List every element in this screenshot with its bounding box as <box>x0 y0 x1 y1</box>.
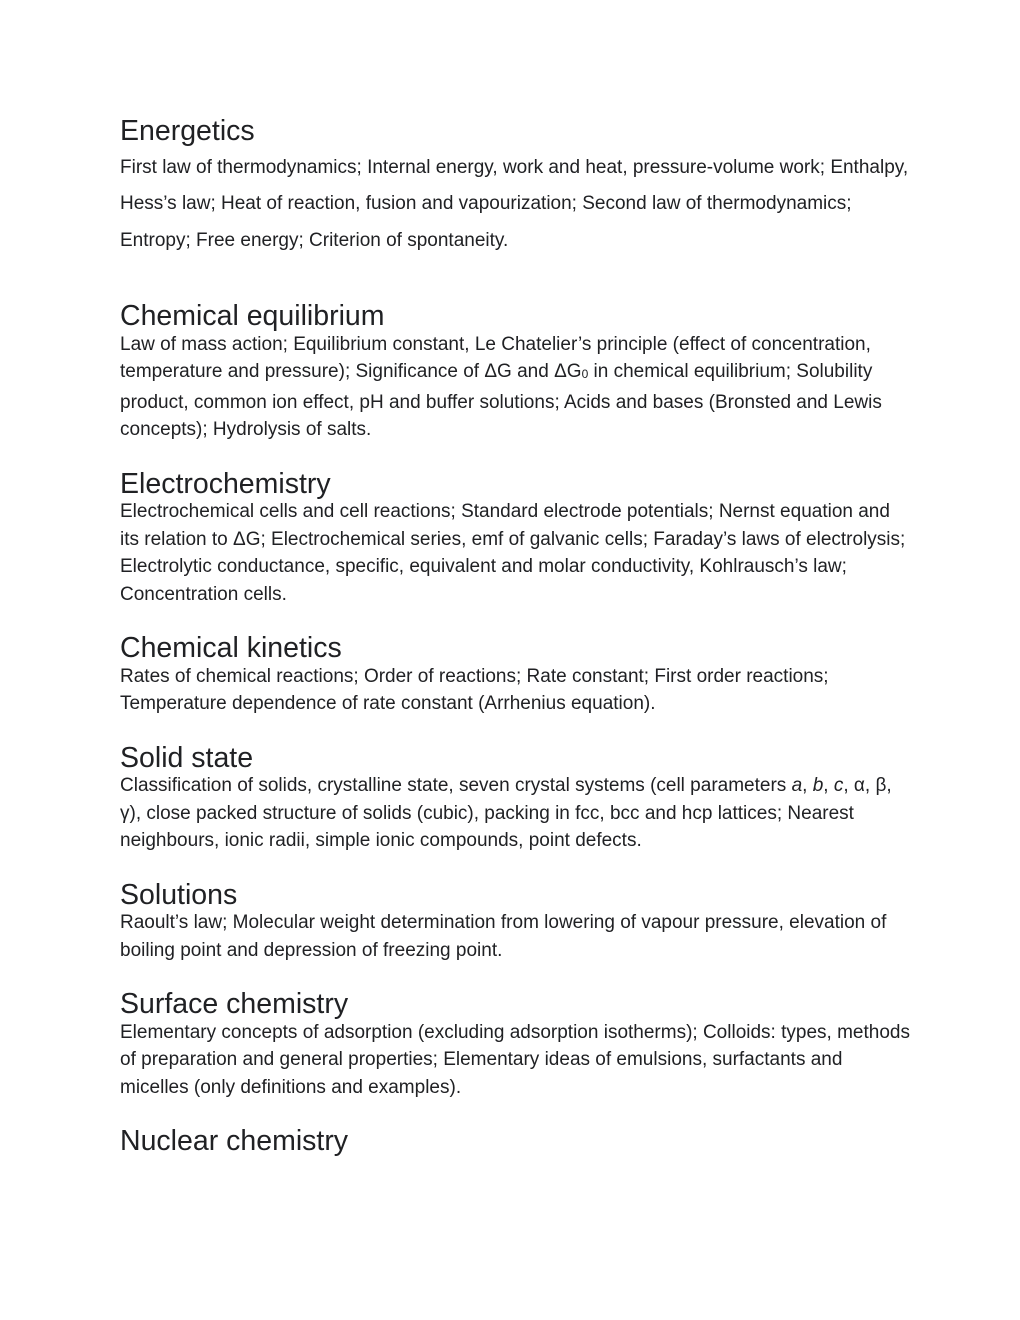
body-text-part: Classification of solids, crystalline state, seven crystal systems (cell parameters <box>120 775 792 796</box>
section-body: First law of thermodynamics; Internal energy, work and heat, pressure-volume work; Enthalpy, Hess’s law; Heat of reaction, fusion and vapourization; Second law of thermodynamics; Entropy; Free energy; Criterion of spontaneity. <box>120 156 909 251</box>
section-heading: Surface chemistry <box>120 988 349 1020</box>
separator: , <box>802 775 813 796</box>
section-body <box>120 772 910 855</box>
cell-parameter-a: a <box>791 775 803 796</box>
section-body: Raoult’s law; Molecular weight determination from lowering of vapour pressure, elevation of boiling point and depression of freezing point. <box>120 912 887 961</box>
section-energetics <box>120 115 910 259</box>
section-electrochemistry <box>120 467 910 609</box>
body-text-part: Law of mass action; Equilibrium constant, Le Chatelier’s principle (effect of concentration, temperature and pressure); Significance of ΔG and ΔG <box>120 333 871 382</box>
section-heading: Chemical equilibrium <box>120 300 385 332</box>
subscript-zero: 0 <box>581 367 589 381</box>
separator: , <box>823 775 834 796</box>
section-body: Rates of chemical reactions; Order of reactions; Rate constant; First order reactions; Temperature dependence of rate constant (Arrhenius equation). <box>120 665 829 714</box>
body-text-part: , α, β, γ), close packed structure of solids (cubic), packing in fcc, bcc and hcp lattices; Nearest neighbours, ionic radii, simple ionic compounds, point defects. <box>120 775 892 851</box>
section-surface-chemistry <box>120 988 910 1101</box>
section-chemical-kinetics <box>120 632 910 718</box>
section-heading: Solutions <box>120 878 238 911</box>
section-body: Electrochemical cells and cell reactions; Standard electrode potentials; Nernst equation and its relation to ΔG; Electrochemical series, emf of galvanic cells; Faraday’s laws of electrolysis; Electrolytic conductance, specific, equivalent and molar conductivity, Kohlrausch’s law; Concentration cells. <box>120 501 906 605</box>
document-page <box>120 115 910 1183</box>
section-solutions <box>120 878 910 965</box>
section-heading: Nuclear chemistry <box>120 1125 349 1157</box>
section-heading: Chemical kinetics <box>120 632 342 664</box>
cell-parameter-c: c <box>833 775 844 796</box>
section-solid-state <box>120 741 910 855</box>
section-heading: Electrochemistry <box>120 467 331 500</box>
cell-parameter-b: b <box>812 775 824 796</box>
section-body <box>120 331 910 444</box>
section-chemical-equilibrium <box>120 300 910 444</box>
section-nuclear-chemistry <box>120 1125 910 1157</box>
section-heading: Solid state <box>120 741 254 774</box>
section-body: Elementary concepts of adsorption (excluding adsorption isotherms); Colloids: types, methods of preparation and general properties; Elementary ideas of emulsions, surfactants and micelles (only definitions and examples). <box>120 1021 910 1098</box>
section-heading: Energetics <box>120 115 255 147</box>
body-text-part: in chemical equilibrium; Solubility product, common ion effect, pH and buffer solutions; Acids and bases (Bronsted and Lewis concepts); Hydrolysis of salts. <box>120 361 882 440</box>
